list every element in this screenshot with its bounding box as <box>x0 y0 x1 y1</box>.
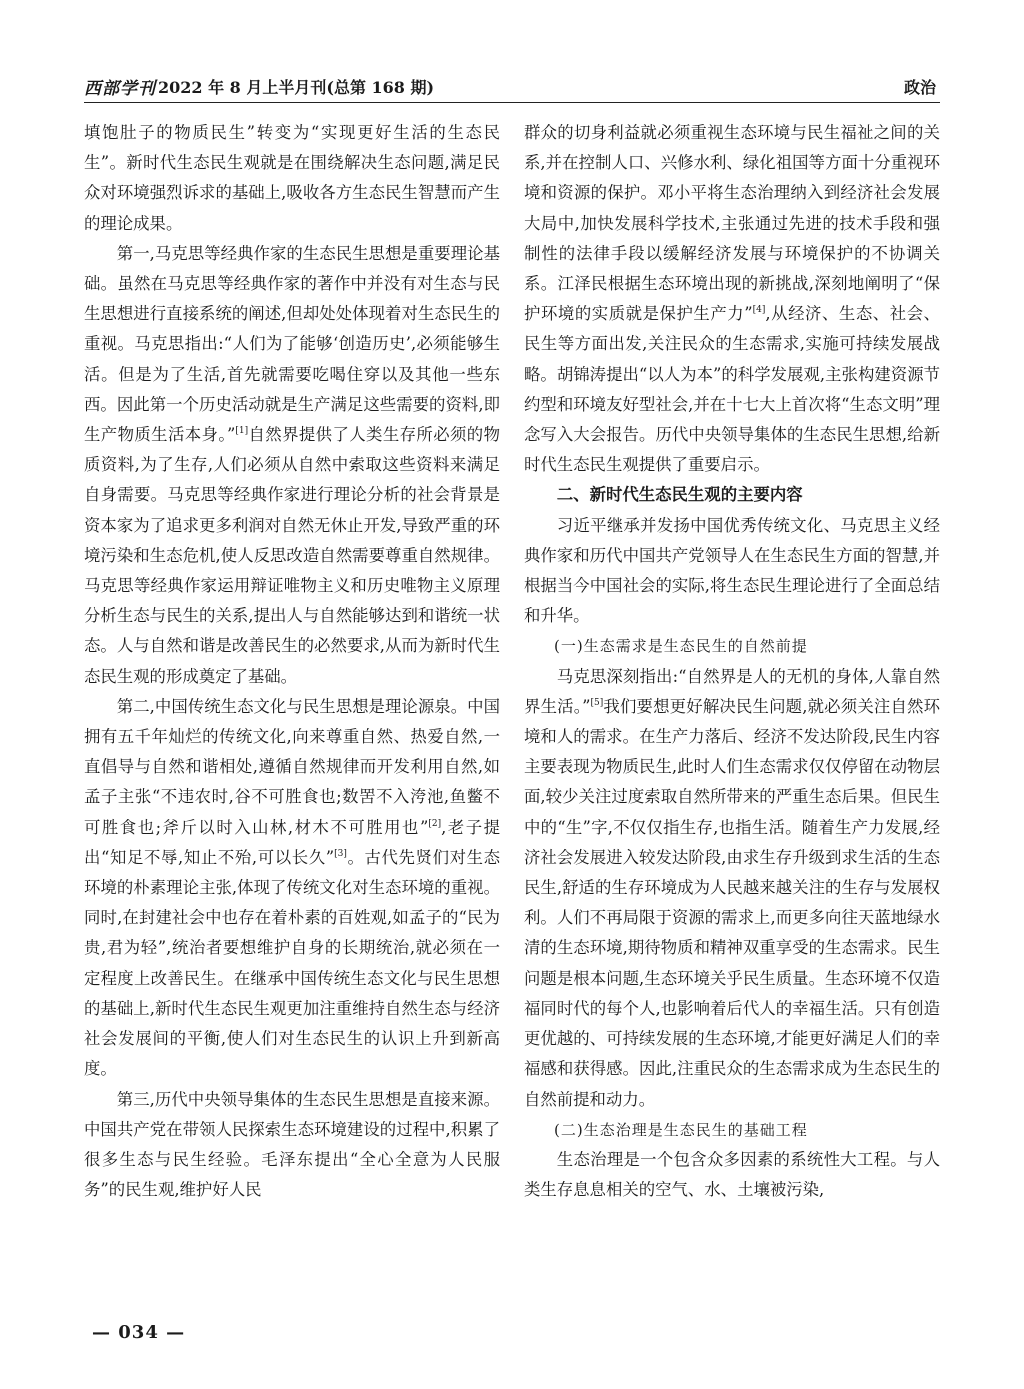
paragraph: 第三,历代中央领导集体的生态民生思想是直接来源。中国共产党在带领人民探索生态环境建设的过程中,积累了很多生态与民生经验。毛泽东提出“全心全意为人民服务”的民生观,维护好人民 <box>84 1089 500 1200</box>
citation-ref: [4] <box>752 305 766 316</box>
citation-ref: [5] <box>590 697 604 708</box>
paragraph: 填饱肚子的物质民生”转变为“实现更好生活的生态民生”。新时代生态民生观就是在围绕解决生态问题,满足民众对环境强烈诉求的基础上,吸收各方生态民生智慧而产生的理论成果。 <box>84 123 500 233</box>
citation-ref: [2] <box>428 818 442 829</box>
section-heading: 二、新时代生态民生观的主要内容 <box>556 485 803 505</box>
paragraph-text: 第一,马克思等经典作家的生态民生思想是重要理论基础。虽然在马克思等经典作家的著作中并没有对生态与民生思想进行直接系统的阐述,但却处处体现着对生态民生的重视。马克思指出:“人们为了能够‘创造历史’,必须能够生活。但是为了生活,首先就需要吃喝住穿以及其他一些东西。因此第一个历史活动就是生产满足这些需要的资料,即生产物质生活本身。” <box>84 243 500 445</box>
running-header <box>84 72 940 103</box>
paragraph-text: 我们要想更好解决民生问题,就必须关注自然环境和人的需求。在生产力落后、经济不发达阶段,民生内容主要表现为物质民生,此时人们生态需求仅仅停留在动物层面,较少关注过度索取自然所带来的严重生态后果。但民生中的“生”字,不仅仅指生存,也指生活。随着生产力发展,经济社会发展进入较发达阶段,由求生存升级到求生活的生态民生,舒适的生存环境成为人民越来越关注的生存与发展权利。人们不再局限于资源的需求上,而更多向往天蓝地绿水清的生态环境,期待物质和精神双重享受的生态需求。民生问题是根本问题,生态环境关乎民生质量。生态环境不仅造福同时代的每个人,也影响着后代人的幸福生活。只有创造更优越的、可持续发展的生态环境,才能更好满足人们的幸福感和获得感。因此,注重民众的生态需求成为生态民生的自然前提和动力。 <box>524 696 940 1109</box>
subsection-heading: (二)生态治理是生态民生的基础工程 <box>554 1120 808 1139</box>
left-column <box>84 118 500 1205</box>
paragraph <box>524 662 940 1115</box>
citation-ref: [1] <box>235 426 249 437</box>
paragraph-text: 马克思深刻指出:“自然界是人的无机的身体,人靠自然界生活。” <box>524 666 940 716</box>
paragraph-text: 第二,中国传统生态文化与民生思想是理论源泉。中国拥有五千年灿烂的传统文化,向来尊重自然、热爱自然,一直倡导与自然和谐相处,遵循自然规律而开发利用自然,如孟子主张“不违农时,谷不可胜食也;数罟不入洿池,鱼鳖不可胜食也;斧斤以时入山林,材木不可胜用也” <box>84 696 500 837</box>
paragraph: 习近平继承并发扬中国优秀传统文化、马克思主义经典作家和历代中国共产党领导人在生态民生方面的智慧,并根据当今中国社会的实际,将生态民生理论进行了全面总结和升华。 <box>524 515 940 626</box>
subsection-heading: (一)生态需求是生态民生的自然前提 <box>554 637 808 656</box>
journal-logo: 西部学刊 <box>84 79 156 99</box>
paragraph-text: ,从经济、生态、社会、民生等方面出发,关注民众的生态需求,实施可持续发展战略。胡锦涛提出“以人为本”的科学发展观,主张构建资源节约型和环境友好型社会,并在十七大上首次将“生态文明”理念写入大会报告。历代中央领导集体的生态民生思想,给新时代生态民生观提供了重要启示。 <box>524 304 940 475</box>
paragraph-text: ,老子提出“知足不辱,知止不殆,可以长久” <box>84 817 500 867</box>
paragraph <box>84 692 500 1085</box>
issue-info: 2022 年 8 月上半月刊(总第 168 期) <box>158 78 435 97</box>
paragraph <box>524 118 940 480</box>
paragraph <box>84 239 500 692</box>
paragraph-text: 群众的切身利益就必须重视生态环境与民生福祉之间的关系,并在控制人口、兴修水利、绿化祖国等方面十分重视环境和资源的保护。邓小平将生态治理纳入到经济社会发展大局中,加快发展科学技术,主张通过先进的技术手段和强制性的法律手段以缓解经济发展与环境保护的不协调关系。江泽民根据生态环境出现的新挑战,深刻地阐明了“保护环境的实质就是保护生产力” <box>524 123 940 324</box>
citation-ref: [3] <box>334 848 347 859</box>
section-label: 政治 <box>903 78 936 97</box>
right-column <box>524 118 940 1205</box>
paragraph-text: 自然界提供了人类生存所必须的物质资料,为了生存,人们必须从自然中索取这些资料来满足自身需要。马克思等经典作家进行理论分析的社会背景是资本家为了追求更多利润对自然无休止开发,导致严重的环境污染和生态危机,使人反思改造自然需要尊重自然规律。马克思等经典作家运用辩证唯物主义和历史唯物主义原理分析生态与民生的关系,提出人与自然能够达到和谐统一状态。人与自然和谐是改善民生的必然要求,从而为新时代生态民生观的形成奠定了基础。 <box>84 425 500 686</box>
page-number: — 034 — <box>92 1322 186 1343</box>
paragraph: 生态治理是一个包含众多因素的系统性大工程。与人类生存息息相关的空气、水、土壤被污染, <box>524 1149 940 1200</box>
paragraph-text: 。古代先贤们对生态环境的朴素理论主张,体现了传统文化对生态环境的重视。同时,在封建社会中也存在着朴素的百姓观,如孟子的“民为贵,君为轻”,统治者要想维护自身的长期统治,就必须在一定程度上改善民生。在继承中国传统生态文化与民生思想的基础上,新时代生态民生观更加注重维持自然生态与经济社会发展间的平衡,使人们对生态民生的认识上升到新高度。 <box>84 847 500 1079</box>
